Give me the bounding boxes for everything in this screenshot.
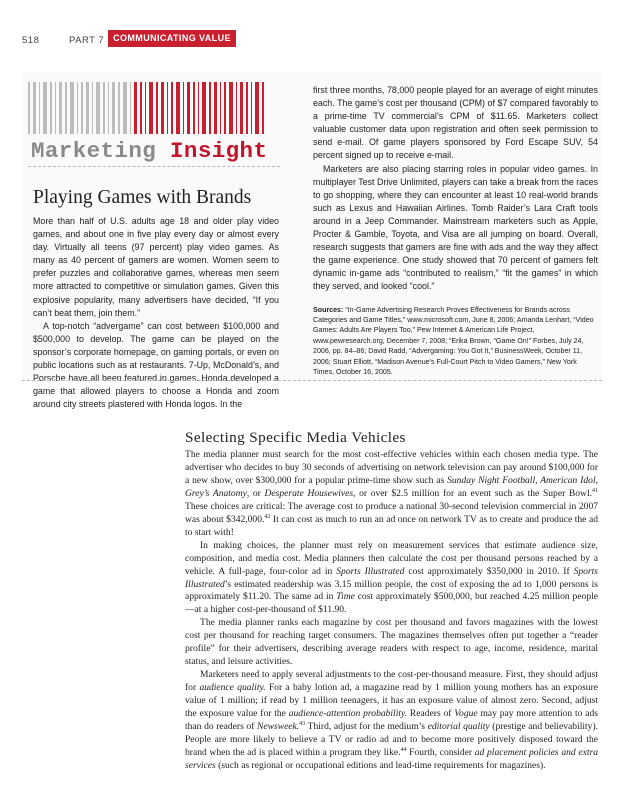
insight-paragraph: Marketers are also placing starring roles in popular video games. In multiplayer Test Drive Unlimited, players can take a break from the races to go shopping, where they can encounter at least 10 real-world brands such as Lexus and Hawaiian Airlines. Tomb Raider’s Lara Craft tools around in a Jeep Commander. Mainstream marketers such as Apple, Procter & Gamble, Toyota, and Visa are all jumping on board. Overall, research suggests that gamers are fine with ads and the way they affect the game experience. One study showed that 70 percent of gamers felt dynamic in-game ads “contributed to realism,” “fit the games” in which they served, and looked “cool.”: [313, 163, 598, 292]
insight-box-title: Playing Games with Brands: [33, 187, 252, 208]
marketing-insight-title: Marketing Insight: [31, 138, 268, 164]
insight-title-divider: [28, 166, 280, 167]
part-label: PART 7: [69, 35, 105, 46]
section-label: COMMUNICATING VALUE: [108, 30, 236, 47]
bottom-divider: [22, 380, 602, 381]
section-title: Selecting Specific Media Vehicles: [185, 429, 406, 446]
insight-paragraph: first three months, 78,000 people played for an average of eight minutes each. The game’s cost per thousand (CPM) of $7 compared favorably to a prime-time TV commercial’s CPM of $11.65. Marketers collect valuable customer data upon registration and often seek permission to send e-mail. Of game players sponsored by Ford Escape SUV, 54 percent signed up to receive e-mail.: [313, 85, 598, 161]
page-number: 518: [22, 35, 40, 46]
barcode-graphic: [28, 82, 268, 134]
insight-right-column: [313, 84, 598, 377]
insight-paragraph: A top-notch “advergame” can cost between $100,000 and $500,000 to develop. The game can be played on the sponsor’s corporate homepage, on gaming portals, or even on public locations such as at restaurants. 7-Up, McDonald’s, and Porsche have all been featured in games. Honda developed a game that allowed players to choose a Honda and zoom around city streets plastered with Honda logos. In the: [33, 320, 279, 410]
body-paragraph: The media planner ranks each magazine by cost per thousand and favors magazines with the lowest cost per thousand for reaching target consumers. The magazines themselves often put together a “reader profile” for their advertisers, describing average readers with respect to age, income, residence, marital status, and leisure activities.: [185, 617, 598, 668]
body-paragraph: In making choices, the planner must rely on measurement services that estimate audience size, composition, and media cost. Media planners then calculate the cost per thousand persons reached by a vehicle. A full-page, four-color ad in Sports Illustrated cost approximately $350,000 in 2010. If Sports Illustrated’s estimated readership was 3.15 million people, the cost of exposing the ad to 1,000 persons is approximately $11.20. The same ad in Time cost approximately $500,000, but reached 4.25 million people—at a higher cost-per-thousand of $11.90.: [185, 539, 599, 616]
insight-paragraph: More than half of U.S. adults age 18 and older play video games, and about one in five play every day or almost every day. Virtually all teens (97 percent) play video games. As many as 40 percent of gamers are women. Women seem to prefer puzzles and collaborative games, whereas men seem more attracted to competitive or simulation games. Given this explosive popularity, many advertisers have decided, “If you can’t beat them, join them.”: [33, 216, 279, 318]
insight-sources: Sources: “In-Game Advertising Research Proves Effectiveness for Brands across Categories and Game Titles,” www.microsoft.com, June 8, 2006; Amanda Lenhart, “Video Games: Adults Are Players Too,” Pew Internet & American Life Project, www.pewresearch.org, December 7, 2008; “Erika Brown, “Game On!” Forbes, July 24, 2006, pp. 84–86; David Radd, “Advergaming: You Got It,” BusinessWeek, October 11, 2006; Stuart Elliott, “Madison Avenue’s Full-Court Pitch to Video Gamers,” New York Times, October 16, 2005.: [313, 305, 594, 376]
body-paragraph: Marketers need to apply several adjustments to the cost-per-thousand measure. First, they should adjust for audience quality. For a baby lotion ad, a magazine read by 1 million young mothers has an exposure value of 1 million; if read by 1 million teenagers, it has an exposure value of almost zero. Second, adjust the exposure value for the audience-attention probability. Readers of Vogue may pay more attention to ads than do readers of Newsweek.$^{43}$ Third, adjust for the medium’s editorial quality (prestige and believability). People are more likely to believe a TV or radio ad and to become more positively disposed toward the brand when the ad is placed within a program they like.$^{44}$ Fourth, consider ad placement policies and extra services (such as regional or occupational editions and lead-time requirements for magazines).: [185, 669, 599, 771]
body-paragraph: The media planner must search for the most cost-effective vehicles within each chosen media type. The advertiser who decides to buy 30 seconds of advertising on network television can pay around $100,000 for a new show, over $300,000 for a popular prime-time show such as Sunday Night Football, American Idol, Grey’s Anatomy, or Desperate Housewives, or over $2.5 million for an event such as the Super Bowl.$^{41}$ These choices are critical: The average cost to produce a national 30-second television commercial in 2007 was about $342,000.42 It can cost as much to run an ad once on network TV as to create and produce the ad to start with!: [185, 449, 598, 538]
main-body: [185, 449, 598, 773]
insight-left-column: [33, 215, 279, 411]
